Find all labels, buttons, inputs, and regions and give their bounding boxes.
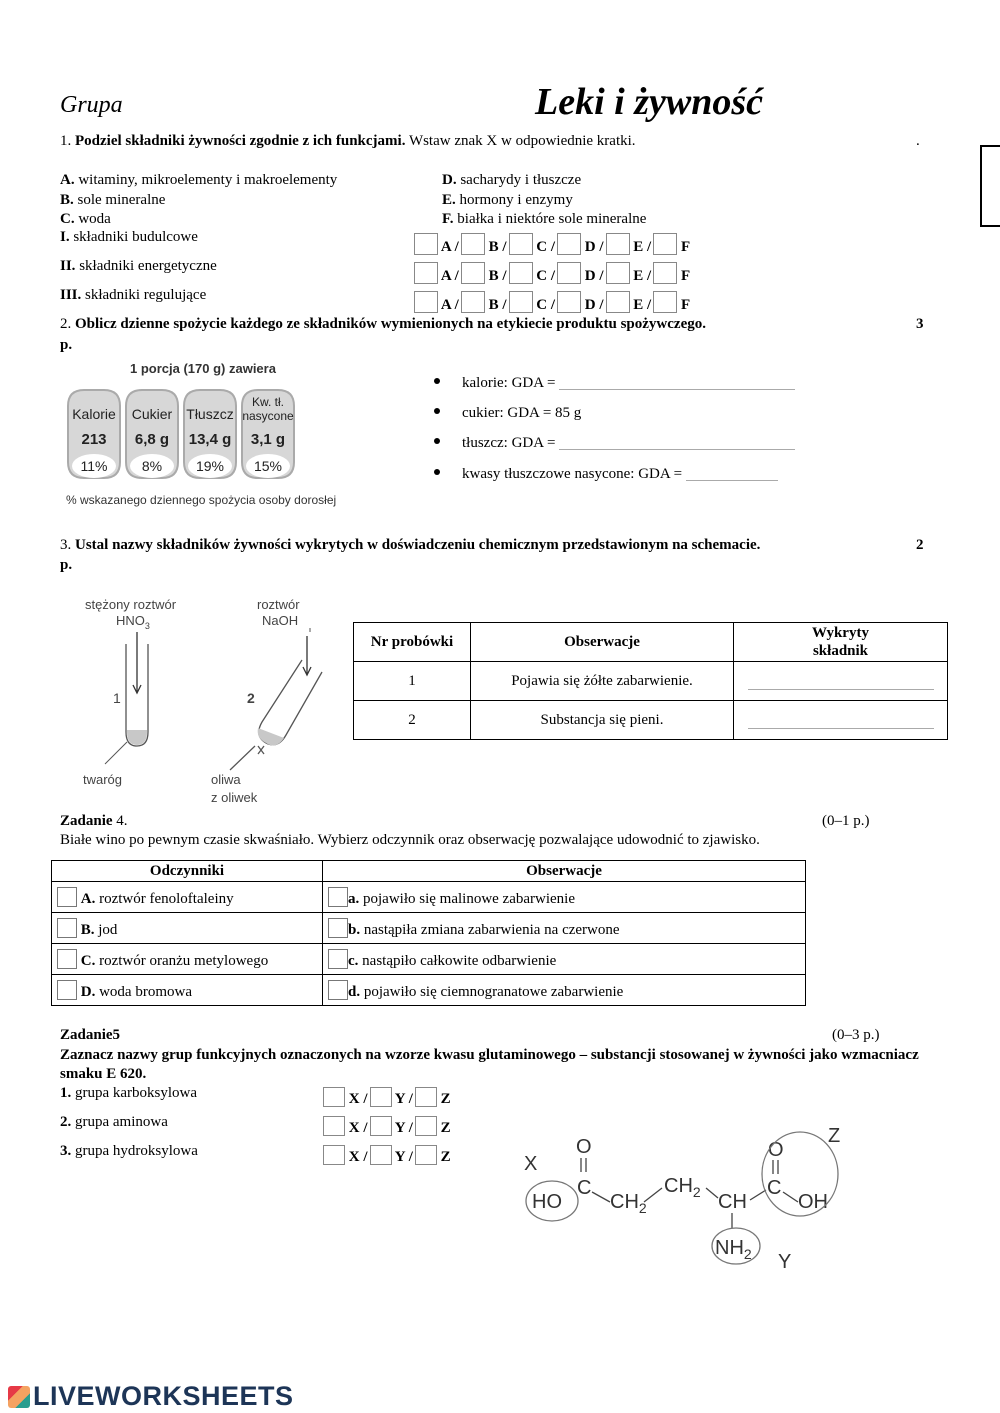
label-name: Kw. tł. (251, 395, 285, 409)
gda-item-calories: kalorie: GDA = (434, 375, 795, 392)
function-checkbox[interactable] (653, 291, 677, 313)
reagent-checkbox[interactable] (57, 887, 77, 907)
table-row: D. woda bromowa d. pojawiło się ciemnogranatowe zabarwienie (52, 975, 806, 1006)
q2-points: 3 (916, 316, 924, 332)
reagent-checkbox[interactable] (57, 949, 77, 969)
reagent-checkbox[interactable] (57, 980, 77, 1000)
col-header: Obserwacje (323, 861, 806, 882)
option-letter: A / (438, 268, 459, 284)
atom-ho: HO (532, 1191, 562, 1213)
option-letter: Z (436, 1091, 451, 1107)
q2-points-unit: p. (60, 337, 73, 353)
reagent-checkbox[interactable] (57, 918, 77, 938)
q4-table (51, 860, 806, 1006)
option-letter: A / (438, 239, 459, 255)
gda-item-sugar: cukier: GDA = 85 g (434, 405, 581, 422)
label-header: 1 porcja (170 g) zawiera (130, 361, 276, 376)
function-checkbox[interactable] (461, 233, 485, 255)
atom-ch2: $CH_2$ (610, 1191, 647, 1216)
margin-bracket (980, 145, 1000, 227)
group-checkbox[interactable] (370, 1145, 392, 1165)
observation-checkbox[interactable] (328, 980, 348, 1000)
option-letter: X / (345, 1120, 368, 1136)
gda-answer-field[interactable] (686, 480, 778, 481)
label-percent: 15% (253, 458, 283, 474)
atom-c: C (577, 1177, 592, 1199)
label-value: 13,4 g (188, 431, 232, 448)
group-label: Grupa (60, 92, 123, 118)
liveworksheets-logo: LIVEWORKSHEETS (8, 1381, 294, 1412)
q1-prompt: 1. Podziel składniki żywności zgodnie z ich funkcjami. Wstaw znak X w odpowiednie kratki. (60, 133, 636, 149)
option-letter: Z (436, 1120, 451, 1136)
option-letter: Y / (391, 1120, 413, 1136)
marker-z: Z (828, 1125, 841, 1147)
label-percent: 19% (195, 458, 225, 474)
function-checkbox[interactable] (606, 233, 630, 255)
function-checkbox[interactable] (557, 262, 581, 284)
table-row: 2 Substancja się pieni. (354, 701, 948, 740)
q1-checkbox-row (414, 233, 692, 256)
gda-answer-field[interactable] (559, 449, 795, 450)
label-percent: 8% (141, 458, 163, 474)
group-checkbox[interactable] (415, 1087, 437, 1107)
function-checkbox[interactable] (509, 233, 533, 255)
label-name: Kalorie (72, 406, 116, 422)
option-letter: D / (581, 268, 604, 284)
option-letter: E / (629, 268, 652, 284)
option-letter: F (677, 297, 691, 313)
option-letter: Y / (391, 1149, 413, 1165)
glutamic-acid-formula (518, 1118, 858, 1278)
q1-row-label: III. składniki regulujące (60, 287, 207, 303)
label-name: Cukier (131, 406, 173, 422)
atom-ch: CH (718, 1191, 747, 1213)
ingredient-answer-field[interactable] (748, 689, 934, 690)
function-checkbox[interactable] (557, 291, 581, 313)
atom-nh2: $NH_2$ (715, 1237, 752, 1262)
group-checkbox[interactable] (370, 1116, 392, 1136)
q3-prompt: 3. Ustal nazwy składników żywności wykrytych w doświadczeniu chemicznym przedstawionym na schemacie. (60, 537, 761, 553)
option-letter: B / (484, 268, 507, 284)
group-checkbox[interactable] (323, 1116, 345, 1136)
option-letter: D / (581, 297, 604, 313)
col-header: Wykryty składnik (734, 623, 948, 662)
observation-checkbox[interactable] (328, 949, 348, 969)
observation-checkbox[interactable] (328, 887, 348, 907)
group-checkbox[interactable] (415, 1145, 437, 1165)
option-letter: B / (484, 297, 507, 313)
q4-text: Białe wino po pewnym czasie skwaśniało. Wybierz odczynnik oraz obserwację pozwalające udowodnić to zjawisko. (60, 832, 760, 848)
observation-checkbox[interactable] (328, 918, 348, 938)
tube2-number: 2 (247, 690, 255, 706)
col-header: Nr probówki (354, 623, 471, 662)
label-footer: % wskazanego dziennego spożycia osoby dorosłej (66, 493, 337, 507)
experiment-diagram (70, 592, 340, 810)
q4-title: Zadanie 4. (60, 813, 128, 829)
q3-points-unit: p. (60, 557, 73, 573)
function-checkbox[interactable] (414, 233, 438, 255)
q3-table (353, 622, 948, 740)
sample2-label: z oliwek (211, 790, 258, 805)
option-letter: D / (581, 239, 604, 255)
gda-item-fat: tłuszcz: GDA = (434, 435, 795, 452)
function-checkbox[interactable] (461, 262, 485, 284)
label-percent: 11% (80, 458, 108, 474)
table-row: B. jod b. nastąpiła zmiana zabarwienia na czerwone (52, 913, 806, 944)
marker-x: X (524, 1153, 538, 1175)
group-checkbox[interactable] (323, 1145, 345, 1165)
q1-checkbox-row (414, 262, 692, 285)
q5-points: (0–3 p.) (832, 1027, 880, 1043)
atom-c: C (767, 1177, 782, 1199)
q5-row-label: 1. grupa karboksylowa (60, 1085, 198, 1101)
function-checkbox[interactable] (653, 262, 677, 284)
function-checkbox[interactable] (557, 233, 581, 255)
function-checkbox[interactable] (461, 291, 485, 313)
gda-item-saturated: kwasy tłuszczowe nasycone: GDA = (434, 466, 778, 483)
tube1-number: 1 (113, 690, 121, 706)
label-value: 213 (81, 431, 107, 448)
label-value: 3,1 g (250, 431, 286, 448)
q1-row-label: II. składniki energetyczne (60, 258, 217, 274)
q5-row-label: 3. grupa hydroksylowa (60, 1143, 198, 1159)
atom-ch2: $CH_2$ (664, 1175, 701, 1200)
label-value: 6,8 g (134, 431, 170, 448)
option-letter: A / (438, 297, 459, 313)
gda-answer-field[interactable] (559, 389, 795, 390)
group-checkbox[interactable] (370, 1087, 392, 1107)
q1-row-label: I. składniki budulcowe (60, 229, 198, 245)
function-checkbox[interactable] (414, 262, 438, 284)
q5-checkbox-row (323, 1116, 453, 1137)
q5-prompt: Zaznacz nazwy grup funkcyjnych oznaczonych na wzorze kwasu glutaminowego – substancji stosowanej w żywności jako wzmacniacz smaku E 620. (60, 1047, 919, 1082)
option-letter: F (677, 239, 691, 255)
option-letter: E / (629, 297, 652, 313)
option-letter: C / (532, 297, 556, 313)
sample1-label: twaróg (83, 772, 123, 787)
q5-checkbox-row (323, 1145, 453, 1166)
q3-points: 2 (916, 537, 924, 553)
option-letter: Z (436, 1149, 451, 1165)
function-checkbox[interactable] (606, 262, 630, 284)
atom-o: O (768, 1139, 784, 1161)
q1-options-right: D. sacharydy i tłuszcze E. hormony i enzymy F. białka i niektóre sole mineralne (442, 172, 647, 227)
reagent1-formula: $HNO_3$ (116, 613, 150, 631)
reagent1-label: stężony roztwór (85, 597, 177, 612)
group-checkbox[interactable] (323, 1087, 345, 1107)
q5-title: Zadanie5 (60, 1027, 121, 1043)
function-checkbox[interactable] (606, 291, 630, 313)
option-letter: X / (345, 1091, 368, 1107)
col-header: Obserwacje (471, 623, 734, 662)
q5-checkbox-row (323, 1087, 453, 1108)
q1-options-left: A. witaminy, mikroelementy i makroelementy B. sole mineralne C. woda (60, 172, 338, 227)
pointer-line (105, 742, 127, 764)
option-letter: X / (345, 1149, 368, 1165)
test-tube-2 (230, 636, 322, 770)
q5-row-label: 2. grupa aminowa (60, 1114, 168, 1130)
table-row: A. roztwór fenoloftaleiny a. pojawiło się malinowe zabarwienie (52, 882, 806, 913)
page-title: Leki i żywność (535, 81, 763, 123)
test-tube-1 (126, 632, 148, 746)
option-letter: F (677, 268, 691, 284)
function-checkbox[interactable] (414, 291, 438, 313)
label-name: Tłuszcz (186, 406, 234, 422)
q1-checkbox-row (414, 291, 692, 314)
function-checkbox[interactable] (653, 233, 677, 255)
nutrition-label (62, 384, 302, 484)
function-checkbox[interactable] (509, 291, 533, 313)
reagent2-label: roztwór (257, 597, 300, 612)
table-row: C. roztwór oranżu metylowego c. nastąpiło całkowite odbarwienie (52, 944, 806, 975)
logo-icon (8, 1386, 30, 1408)
option-letter: B / (484, 239, 507, 255)
col-header: Odczynniki (52, 861, 323, 882)
reagent2-formula: NaOH (262, 613, 299, 628)
sample2-label: oliwa (211, 772, 241, 787)
atom-o: O (576, 1136, 592, 1158)
option-letter: C / (532, 239, 556, 255)
table-row: 1 Pojawia się żółte zabarwienie. (354, 662, 948, 701)
atom-oh: OH (798, 1191, 828, 1213)
q2-prompt: 2. Oblicz dzienne spożycie każdego ze składników wymienionych na etykiecie produktu spożywczego. (60, 316, 706, 332)
option-letter: C / (532, 268, 556, 284)
q4-points: (0–1 p.) (822, 813, 870, 829)
option-letter: Y / (391, 1091, 413, 1107)
marker-y: Y (778, 1251, 792, 1273)
group-checkbox[interactable] (415, 1116, 437, 1136)
ingredient-answer-field[interactable] (748, 728, 934, 729)
option-letter: E / (629, 239, 652, 255)
function-checkbox[interactable] (509, 262, 533, 284)
label-name: nasycone (242, 409, 294, 423)
q1-dot: . (916, 133, 920, 149)
